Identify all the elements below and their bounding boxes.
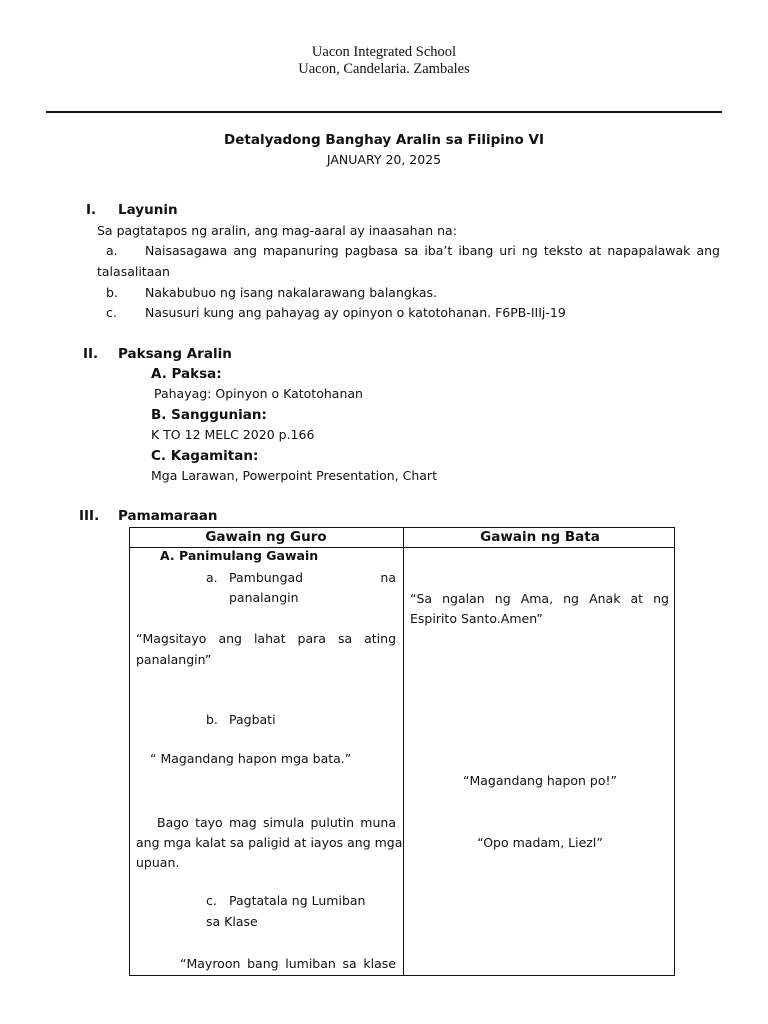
section3-numeral: III. xyxy=(79,508,100,524)
section3-heading: Pamamaraan xyxy=(118,508,218,524)
kagamitan-value: Mga Larawan, Powerpoint Presentation, Chart xyxy=(151,468,437,483)
guro-prayer-line2: panalangin” xyxy=(136,652,212,667)
objective-b-text: Nakabubuo ng isang nakalarawang balangkas. xyxy=(145,285,437,300)
paksa-value: Pahayag: Opinyon o Katotohanan xyxy=(154,386,363,401)
school-name: Uacon Integrated School xyxy=(311,44,457,60)
guro-clean-line3: upuan. xyxy=(136,855,180,870)
guro-item-a-line1: Pambungad na xyxy=(229,570,396,585)
section1-numeral: I. xyxy=(86,202,97,218)
guro-item-c-line2: sa Klase xyxy=(206,914,258,929)
document-date: JANUARY 20, 2025 xyxy=(326,152,442,167)
guro-item-c-marker: c. xyxy=(206,893,217,908)
guro-clean-line1: Bago tayo mag simula pulutin muna xyxy=(157,815,396,830)
panimulang-gawain-heading: A. Panimulang Gawain xyxy=(160,548,319,563)
objective-c-marker: c. xyxy=(106,305,117,320)
school-address: Uacon, Candelaria. Zambales xyxy=(298,61,470,77)
guro-clean-line2: ang mga kalat sa paligid at iayos ang mga xyxy=(136,835,403,850)
guro-item-a-marker: a. xyxy=(206,570,218,585)
bata-prayer-line1: “Sa ngalan ng Ama, ng Anak at ng xyxy=(410,591,669,606)
col-header-bata: Gawain ng Bata xyxy=(480,529,600,545)
objective-a-marker: a. xyxy=(106,243,118,258)
section1-heading: Layunin xyxy=(118,202,178,218)
sanggunian-value: K TO 12 MELC 2020 p.166 xyxy=(151,427,315,442)
objective-c-text: Nasusuri kung ang pahayag ay opinyon o katotohanan. F6PB-IIIj-19 xyxy=(145,305,566,320)
kagamitan-label: C. Kagamitan: xyxy=(151,448,259,464)
procedure-table xyxy=(129,527,675,976)
guro-item-a-line2: panalangin xyxy=(229,590,299,605)
bata-clean-reply: “Opo madam, Liezl” xyxy=(477,835,603,850)
section2-numeral: II. xyxy=(83,346,99,362)
sanggunian-label: B. Sanggunian: xyxy=(151,407,267,423)
guro-item-b-marker: b. xyxy=(206,712,218,727)
objective-a-line2: talasalitaan xyxy=(97,264,170,279)
section2-heading: Paksang Aralin xyxy=(118,346,232,362)
guro-item-c-line1: Pagtatala ng Lumiban xyxy=(229,893,366,908)
document-title: Detalyadong Banghay Aralin sa Filipino VI xyxy=(224,132,544,148)
objective-a-line1: Naisasagawa ang mapanuring pagbasa sa iba’t ibang uri ng teksto at napapalawak ang xyxy=(145,243,720,258)
header-divider xyxy=(46,111,722,113)
section1-intro: Sa pagtatapos ng aralin, ang mag-aaral ay inaasahan na: xyxy=(97,223,457,238)
paksa-label: A. Paksa: xyxy=(151,366,222,382)
guro-greeting: “ Magandang hapon mga bata.” xyxy=(150,751,352,766)
objective-b-marker: b. xyxy=(106,285,118,300)
bata-prayer-line2: Espirito Santo.Amen” xyxy=(410,611,543,626)
guro-item-b-text: Pagbati xyxy=(229,712,276,727)
guro-absent-line1: “Mayroon bang lumiban sa klase xyxy=(180,956,396,971)
bata-greeting-reply: “Magandang hapon po!” xyxy=(463,773,617,788)
guro-prayer-line1: “Magsitayo ang lahat para sa ating xyxy=(136,631,396,646)
col-header-guro: Gawain ng Guro xyxy=(205,529,327,545)
table-column-divider xyxy=(403,528,404,975)
